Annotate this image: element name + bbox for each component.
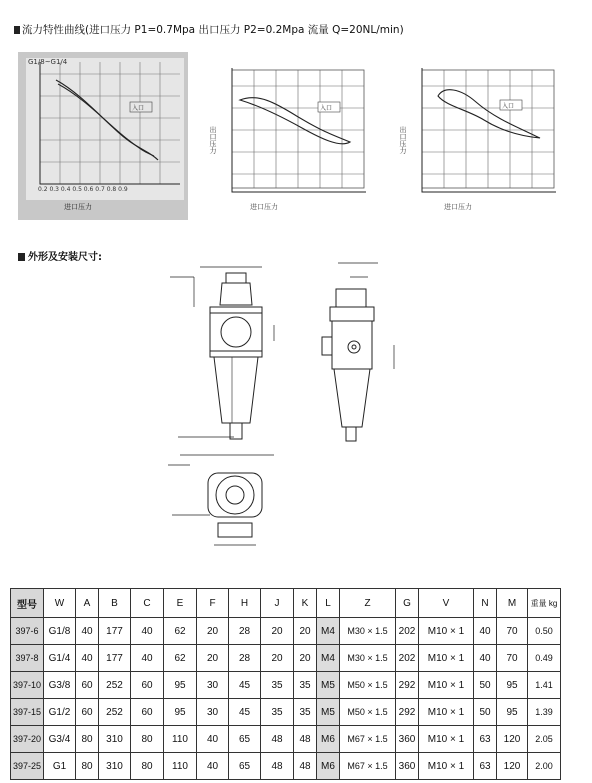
table-cell: 20 — [294, 645, 317, 672]
table-cell: 202 — [396, 618, 419, 645]
table-header-cell: 重量 kg — [528, 589, 561, 618]
table-cell: M4 — [317, 645, 340, 672]
table-cell: G3/4 — [44, 726, 76, 753]
table-header-cell: B — [99, 589, 131, 618]
table-header-cell: 型号 — [11, 589, 44, 618]
table-cell: 60 — [131, 672, 164, 699]
table-cell: M6 — [317, 753, 340, 780]
table-cell: 45 — [229, 672, 261, 699]
chart-3-curve-label: 入口 — [502, 103, 515, 110]
table-header-cell: L — [317, 589, 340, 618]
table-cell: 60 — [76, 699, 99, 726]
table-cell: 80 — [131, 753, 164, 780]
table-cell: 292 — [396, 672, 419, 699]
table-cell: G1/8 — [44, 618, 76, 645]
bullet-square-icon — [14, 26, 20, 34]
table-cell: 28 — [229, 618, 261, 645]
table-header-row — [11, 589, 561, 618]
table-row — [11, 672, 561, 699]
table-cell: M67 × 1.5 — [340, 753, 396, 780]
table-cell: 20 — [197, 618, 229, 645]
table-cell: 65 — [229, 753, 261, 780]
table-cell: 40 — [131, 618, 164, 645]
table-cell: G1/2 — [44, 699, 76, 726]
table-cell: M5 — [317, 672, 340, 699]
table-cell: 2.00 — [528, 753, 561, 780]
table-cell: M4 — [317, 618, 340, 645]
table-cell: 35 — [261, 699, 294, 726]
table-cell: 252 — [99, 672, 131, 699]
table-cell: M10 × 1 — [419, 645, 474, 672]
table-cell: 397-8 — [11, 645, 44, 672]
table-cell: 40 — [131, 645, 164, 672]
table-header-cell: H — [229, 589, 261, 618]
table-row — [11, 645, 561, 672]
table-cell: 20 — [197, 645, 229, 672]
flow-chart-1 — [18, 52, 188, 220]
chart-3-x-axis-label: 进口压力 — [444, 203, 472, 211]
table-cell: M30 × 1.5 — [340, 618, 396, 645]
table-cell: 0.50 — [528, 618, 561, 645]
table-cell: 397-6 — [11, 618, 44, 645]
table-cell: 62 — [164, 645, 197, 672]
spec-table — [10, 588, 561, 780]
table-cell: 177 — [99, 618, 131, 645]
table-cell: M30 × 1.5 — [340, 645, 396, 672]
side-view-drawing — [322, 263, 394, 441]
table-cell: M10 × 1 — [419, 726, 474, 753]
chart-1-x-axis-label: 进口压力 — [64, 203, 92, 211]
table-cell: 95 — [164, 672, 197, 699]
table-cell: 80 — [76, 726, 99, 753]
table-cell: M6 — [317, 726, 340, 753]
table-header-cell: W — [44, 589, 76, 618]
table-cell: 40 — [474, 645, 497, 672]
table-cell: 48 — [261, 726, 294, 753]
chart-1-corner-label: G1/8~G1/4 — [28, 58, 68, 66]
table-header-cell: M — [497, 589, 528, 618]
table-cell: 65 — [229, 726, 261, 753]
table-cell: 360 — [396, 753, 419, 780]
table-cell: 35 — [261, 672, 294, 699]
bullet-square-icon — [18, 253, 25, 261]
table-row — [11, 726, 561, 753]
table-cell: 202 — [396, 645, 419, 672]
table-cell: 60 — [131, 699, 164, 726]
table-cell: 70 — [497, 618, 528, 645]
table-header-cell: V — [419, 589, 474, 618]
chart-2-curve-label: 入口 — [320, 105, 333, 112]
table-cell: 310 — [99, 726, 131, 753]
table-cell: M10 × 1 — [419, 699, 474, 726]
chart-3-y-axis-label: 出口压力 — [399, 126, 407, 154]
table-row — [11, 699, 561, 726]
table-cell: 120 — [497, 726, 528, 753]
table-header-cell: J — [261, 589, 294, 618]
flow-chart-3 — [400, 66, 560, 216]
table-cell: 40 — [197, 753, 229, 780]
table-cell: 95 — [164, 699, 197, 726]
front-view-drawing — [170, 267, 274, 455]
table-header-cell: C — [131, 589, 164, 618]
table-cell: 28 — [229, 645, 261, 672]
table-cell: 2.05 — [528, 726, 561, 753]
table-cell: 80 — [131, 726, 164, 753]
table-cell: 50 — [474, 672, 497, 699]
flow-chart-2 — [210, 66, 370, 216]
table-cell: 310 — [99, 753, 131, 780]
table-cell: 292 — [396, 699, 419, 726]
table-cell: 110 — [164, 726, 197, 753]
chart-1-tick-labels: 0.2 0.3 0.4 0.5 0.6 0.7 0.8 0.9 — [38, 186, 128, 193]
table-cell: M10 × 1 — [419, 618, 474, 645]
table-cell: 63 — [474, 726, 497, 753]
table-header-cell: Z — [340, 589, 396, 618]
chart-1-curve-label: 入口 — [132, 105, 145, 112]
table-cell: G3/8 — [44, 672, 76, 699]
table-cell: 35 — [294, 699, 317, 726]
table-cell: 20 — [294, 618, 317, 645]
table-header-cell: K — [294, 589, 317, 618]
table-cell: 20 — [261, 618, 294, 645]
table-cell: M50 × 1.5 — [340, 699, 396, 726]
table-cell: M5 — [317, 699, 340, 726]
table-header-cell: E — [164, 589, 197, 618]
table-cell: 48 — [261, 753, 294, 780]
top-view-drawing — [168, 465, 262, 545]
table-cell: 0.49 — [528, 645, 561, 672]
table-cell: 30 — [197, 672, 229, 699]
table-cell: 35 — [294, 672, 317, 699]
chart-2-y-axis-label: 出口压力 — [209, 126, 217, 154]
table-cell: M67 × 1.5 — [340, 726, 396, 753]
table-cell: 177 — [99, 645, 131, 672]
table-cell: M50 × 1.5 — [340, 672, 396, 699]
table-cell: M10 × 1 — [419, 672, 474, 699]
table-cell: M10 × 1 — [419, 753, 474, 780]
table-cell: 95 — [497, 699, 528, 726]
table-cell: 110 — [164, 753, 197, 780]
table-header-cell: N — [474, 589, 497, 618]
table-cell: 1.39 — [528, 699, 561, 726]
table-cell: 397-20 — [11, 726, 44, 753]
table-cell: 30 — [197, 699, 229, 726]
dimension-drawings — [150, 255, 410, 569]
table-cell: G1/4 — [44, 645, 76, 672]
table-cell: 48 — [294, 726, 317, 753]
chart-2-x-axis-label: 进口压力 — [250, 203, 278, 211]
table-cell: 1.41 — [528, 672, 561, 699]
table-header-cell: A — [76, 589, 99, 618]
table-cell: 95 — [497, 672, 528, 699]
table-cell: 80 — [76, 753, 99, 780]
table-cell: 360 — [396, 726, 419, 753]
table-row — [11, 753, 561, 780]
table-cell: 40 — [197, 726, 229, 753]
table-cell: 70 — [497, 645, 528, 672]
table-cell: 60 — [76, 672, 99, 699]
table-header-cell: F — [197, 589, 229, 618]
table-cell: 120 — [497, 753, 528, 780]
table-cell: 63 — [474, 753, 497, 780]
table-cell: G1 — [44, 753, 76, 780]
table-cell: 40 — [76, 645, 99, 672]
table-cell: 45 — [229, 699, 261, 726]
table-cell: 397-10 — [11, 672, 44, 699]
table-cell: 20 — [261, 645, 294, 672]
flow-characteristics-heading: 流力特性曲线(进口压力 P1=0.7Mpa 出口压力 P2=0.2Mpa 流量 Q=20NL/min) — [14, 22, 404, 37]
table-cell: 50 — [474, 699, 497, 726]
table-cell: 397-25 — [11, 753, 44, 780]
table-cell: 40 — [76, 618, 99, 645]
table-cell: 48 — [294, 753, 317, 780]
table-cell: 40 — [474, 618, 497, 645]
table-header-cell: G — [396, 589, 419, 618]
table-row — [11, 618, 561, 645]
dimensions-heading: 外形及安装尺寸: — [18, 248, 102, 263]
table-cell: 62 — [164, 618, 197, 645]
table-cell: 397-15 — [11, 699, 44, 726]
table-cell: 252 — [99, 699, 131, 726]
